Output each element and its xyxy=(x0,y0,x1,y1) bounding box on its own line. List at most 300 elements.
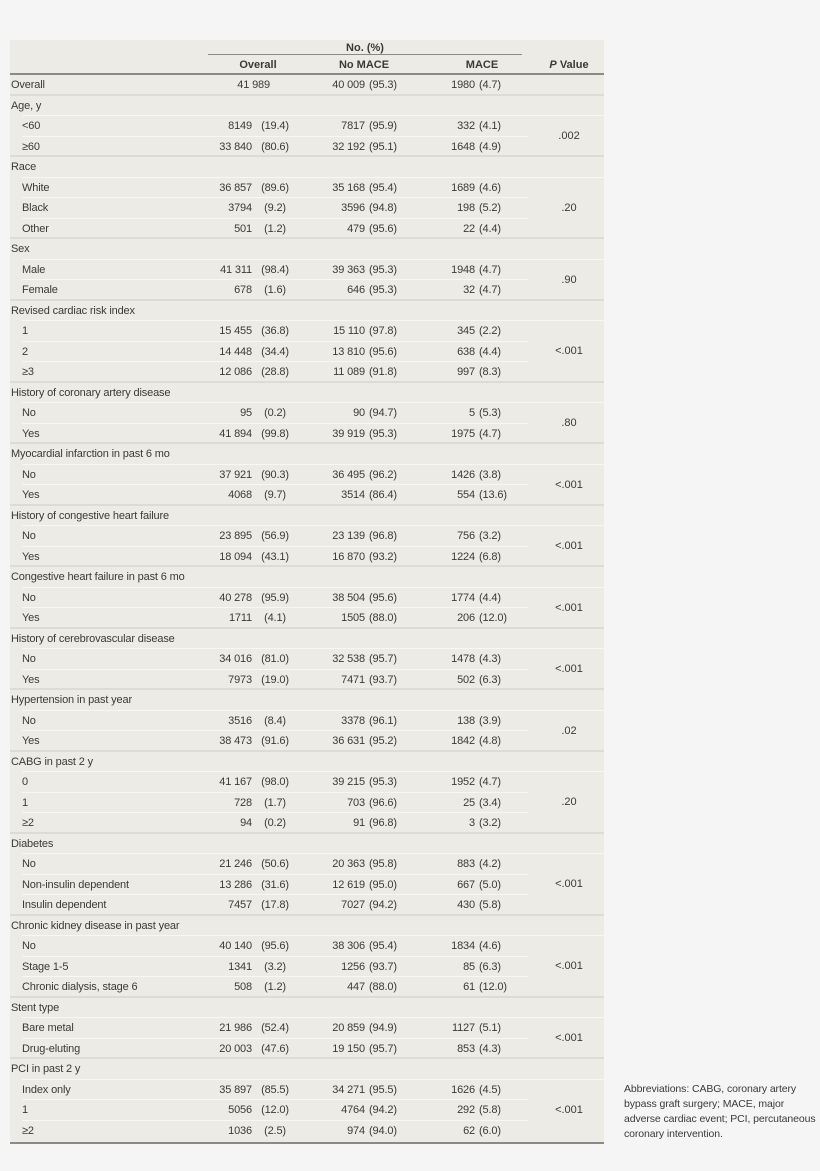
cell-count: 13 286 xyxy=(219,878,252,891)
cell-count: 23 895 xyxy=(219,530,252,542)
cell-count: 4068 xyxy=(228,489,252,501)
cell-percent: (6.3) xyxy=(479,960,501,973)
row-label: No xyxy=(22,714,36,727)
table-row xyxy=(10,957,604,978)
cell-percent: (4.9) xyxy=(479,140,501,153)
row-label: ≥2 xyxy=(22,1124,34,1137)
cell-count: 32 xyxy=(463,284,475,296)
cell-percent: (4.1) xyxy=(479,120,501,132)
cell-nomace xyxy=(310,731,409,752)
cell-percent: (3.2) xyxy=(479,530,501,542)
table-row xyxy=(10,793,604,814)
col-header-no-mace: No MACE xyxy=(338,59,390,71)
cell-overall xyxy=(200,772,294,793)
cell-nomace xyxy=(310,403,409,424)
cell-percent: (94.7) xyxy=(369,407,397,419)
p-value: .002 xyxy=(558,130,580,142)
cell-count: 3596 xyxy=(341,202,365,214)
cell-nomace xyxy=(310,1080,409,1101)
cell-mace xyxy=(420,321,519,342)
cell-count: 39 215 xyxy=(332,776,365,788)
cell-percent: (95.5) xyxy=(369,1083,397,1096)
cell-count: 20 859 xyxy=(332,1022,365,1034)
table-category-row xyxy=(10,690,604,711)
table-row xyxy=(10,670,604,691)
cell-overall xyxy=(200,198,294,219)
p-value: <.001 xyxy=(555,960,583,972)
row-label: Index only xyxy=(22,1083,71,1096)
cell-percent: (13.6) xyxy=(479,489,507,501)
table-row xyxy=(10,137,604,158)
cell-overall xyxy=(200,178,294,199)
cell-count: 11 089 xyxy=(333,366,365,378)
cell-mace xyxy=(420,1080,519,1101)
cell-overall xyxy=(200,711,294,732)
cell-count: 23 139 xyxy=(332,530,365,542)
cell-percent: (95.3) xyxy=(369,284,397,296)
cell-overall xyxy=(200,1039,294,1060)
cell-overall xyxy=(200,1080,294,1101)
cell-count: 3514 xyxy=(341,489,365,501)
cell-count: 7973 xyxy=(228,673,252,686)
cell-count: 1711 xyxy=(228,612,252,624)
cell-count: 61 xyxy=(463,981,475,993)
table-row xyxy=(10,936,604,957)
row-label: Hypertension in past year xyxy=(11,694,132,706)
row-label: PCI in past 2 y xyxy=(11,1063,81,1075)
cell-percent: (95.3) xyxy=(369,776,397,788)
table-category-row xyxy=(10,157,604,178)
row-label: Non-insulin dependent xyxy=(22,878,129,891)
cell-count: 1224 xyxy=(451,550,475,563)
cell-percent: (52.4) xyxy=(261,1022,289,1034)
cell-percent: (95.7) xyxy=(369,653,397,665)
cell-overall xyxy=(200,403,294,424)
cell-percent: (95.6) xyxy=(369,345,397,358)
cell-count: 1648 xyxy=(451,140,475,153)
p-value: <.001 xyxy=(555,601,583,614)
cell-count: 15 110 xyxy=(333,325,365,337)
cell-percent: (17.8) xyxy=(261,899,289,911)
cell-count: 35 897 xyxy=(219,1083,252,1096)
cell-mace xyxy=(420,793,519,814)
col-header-p-value xyxy=(538,57,600,73)
row-label: <60 xyxy=(22,120,41,132)
cell-percent: (2.2) xyxy=(479,325,501,337)
p-value: .20 xyxy=(561,796,577,808)
cell-percent: (94.0) xyxy=(369,1124,397,1137)
cell-percent: (98.0) xyxy=(261,776,289,788)
cell-count: 21 986 xyxy=(219,1022,252,1034)
spanner-rule xyxy=(208,54,522,55)
col-header-mace: MACE xyxy=(465,59,499,71)
cell-mace xyxy=(420,280,519,301)
cell-percent: (1.7) xyxy=(264,796,286,809)
cell-mace xyxy=(420,1018,519,1039)
table-row xyxy=(10,547,604,568)
cell-count: 3516 xyxy=(228,714,252,727)
cell-count: 36 631 xyxy=(332,735,365,747)
cell-percent: (3.8) xyxy=(479,468,501,481)
table-category-row xyxy=(10,444,604,465)
cell-count: 38 473 xyxy=(219,735,252,747)
table-category-row xyxy=(10,629,604,650)
table-category-row xyxy=(10,567,604,588)
row-label: Male xyxy=(22,263,46,276)
cell-percent: (95.6) xyxy=(261,940,289,952)
table-row xyxy=(10,526,604,547)
cell-percent: (0.2) xyxy=(264,407,286,419)
cell-count: 34 016 xyxy=(219,653,252,665)
cell-count: 667 xyxy=(457,878,475,891)
cell-count: 1341 xyxy=(228,960,252,973)
table-row xyxy=(10,198,604,219)
cell-nomace xyxy=(310,854,409,875)
row-label: Sex xyxy=(11,243,30,255)
cell-count: 21 246 xyxy=(219,858,252,870)
table-row xyxy=(10,772,604,793)
cell-count: 138 xyxy=(457,714,475,727)
cell-count: 756 xyxy=(457,530,475,542)
cell-percent: (0.2) xyxy=(264,817,286,829)
row-label: Overall xyxy=(11,79,45,91)
cell-percent: (4.7) xyxy=(479,79,501,91)
col-header-overall: Overall xyxy=(239,59,277,71)
table-row xyxy=(10,588,604,609)
cell-count: 41 311 xyxy=(220,263,252,276)
cell-percent: (93.7) xyxy=(369,673,397,686)
cell-count: 40 278 xyxy=(219,591,252,604)
cell-percent: (4.6) xyxy=(479,940,501,952)
cell-mace xyxy=(420,219,519,240)
row-label: No xyxy=(22,407,36,419)
cell-count: 36 857 xyxy=(219,181,252,194)
p-value: <.001 xyxy=(555,663,583,675)
cell-percent: (88.0) xyxy=(369,612,397,624)
row-label: No xyxy=(22,653,36,665)
cell-count: 1842 xyxy=(451,735,475,747)
row-label: Chronic dialysis, stage 6 xyxy=(22,981,138,993)
cell-count: 41 167 xyxy=(219,776,252,788)
row-label: Myocardial infarction in past 6 mo xyxy=(11,448,170,460)
cell-overall xyxy=(200,588,294,609)
cell-count: 20 363 xyxy=(332,858,365,870)
table-category-row xyxy=(10,506,604,527)
cell-percent: (50.6) xyxy=(261,858,289,870)
cell-overall xyxy=(200,424,294,445)
cell-nomace xyxy=(310,321,409,342)
table-row xyxy=(10,895,604,916)
cell-percent: (9.7) xyxy=(264,489,286,501)
cell-count: 1980 xyxy=(451,79,475,91)
cell-percent: (96.8) xyxy=(369,530,397,542)
cell-percent: (4.1) xyxy=(264,612,286,624)
cell-count: 32 538 xyxy=(332,653,365,665)
cell-percent: (95.3) xyxy=(369,79,397,91)
cell-percent: (19.4) xyxy=(261,120,289,132)
cell-mace xyxy=(420,772,519,793)
cell-percent: (56.9) xyxy=(261,530,289,542)
cell-count: 16 870 xyxy=(332,550,365,563)
cell-nomace xyxy=(310,711,409,732)
cell-percent: (6.8) xyxy=(479,550,501,563)
cell-overall xyxy=(200,321,294,342)
cell-percent: (12.0) xyxy=(479,612,507,624)
baseline-characteristics-table xyxy=(10,40,604,1144)
cell-nomace xyxy=(310,649,409,670)
cell-percent: (12.0) xyxy=(261,1104,289,1116)
row-label: Insulin dependent xyxy=(22,899,107,911)
cell-count: 35 168 xyxy=(332,181,365,194)
table-row xyxy=(10,813,604,834)
cell-percent: (5.3) xyxy=(479,407,501,419)
cell-percent: (94.8) xyxy=(369,202,397,214)
cell-mace xyxy=(420,1039,519,1060)
table-row xyxy=(10,1100,604,1121)
cell-count: 728 xyxy=(234,796,252,809)
cell-percent: (4.5) xyxy=(479,1083,501,1096)
cell-mace xyxy=(420,547,519,568)
cell-nomace xyxy=(310,178,409,199)
table-row xyxy=(10,977,604,998)
cell-percent: (85.5) xyxy=(261,1083,289,1096)
row-label: No xyxy=(22,940,36,952)
row-label: Congestive heart failure in past 6 mo xyxy=(11,571,185,583)
row-label: Stent type xyxy=(11,1001,60,1014)
row-label: Other xyxy=(22,222,49,235)
cell-percent: (86.4) xyxy=(369,489,397,501)
cell-mace xyxy=(420,403,519,424)
p-value: <.001 xyxy=(555,345,583,357)
table-category-row xyxy=(10,1059,604,1080)
cell-nomace xyxy=(310,670,409,691)
cell-count: 997 xyxy=(457,366,475,378)
table-category-row xyxy=(10,239,604,260)
cell-mace xyxy=(420,608,519,629)
cell-count: 554 xyxy=(457,489,475,501)
cell-overall xyxy=(200,793,294,814)
table-row xyxy=(10,1080,604,1101)
cell-count: 19 150 xyxy=(332,1042,365,1055)
cell-count: 1505 xyxy=(341,612,365,624)
cell-count: 41 894 xyxy=(219,427,252,440)
table-row xyxy=(10,608,604,629)
table-category-row xyxy=(10,301,604,322)
row-label: Stage 1-5 xyxy=(22,960,69,973)
cell-percent: (8.3) xyxy=(479,366,501,378)
cell-nomace xyxy=(310,198,409,219)
cell-nomace xyxy=(310,219,409,240)
cell-percent: (90.3) xyxy=(261,468,289,481)
table-category-row xyxy=(10,75,604,96)
cell-nomace xyxy=(310,137,409,158)
cell-percent: (43.1) xyxy=(261,550,289,563)
cell-count: 90 xyxy=(353,407,365,419)
cell-count: 974 xyxy=(347,1124,365,1137)
cell-overall xyxy=(200,670,294,691)
cell-percent: (91.8) xyxy=(369,366,397,378)
cell-percent: (99.8) xyxy=(261,427,289,440)
cell-percent: (4.7) xyxy=(479,263,501,276)
table-category-row xyxy=(10,998,604,1019)
cell-nomace xyxy=(310,280,409,301)
cell-overall xyxy=(200,219,294,240)
cell-percent: (9.2) xyxy=(264,202,286,214)
cell-percent: (3.2) xyxy=(479,817,501,829)
table-category-row xyxy=(10,834,604,855)
cell-percent: (95.6) xyxy=(369,222,397,235)
cell-percent: (95.4) xyxy=(369,181,397,194)
cell-overall xyxy=(200,1100,294,1121)
table-row xyxy=(10,260,604,281)
cell-percent: (95.6) xyxy=(369,591,397,604)
row-label: Yes xyxy=(22,550,40,563)
row-label: Female xyxy=(22,284,58,296)
cell-overall xyxy=(200,977,294,998)
cell-percent: (81.0) xyxy=(261,653,289,665)
cell-mace xyxy=(420,731,519,752)
cell-percent: (3.4) xyxy=(479,796,501,809)
cell-percent: (93.2) xyxy=(369,550,397,563)
cell-count: 91 xyxy=(353,817,365,829)
cell-overall xyxy=(200,895,294,916)
cell-percent: (93.7) xyxy=(369,960,397,973)
cell-percent: (3.2) xyxy=(264,960,286,973)
table-row xyxy=(10,854,604,875)
cell-nomace xyxy=(310,977,409,998)
cell-percent: (95.9) xyxy=(369,120,397,132)
cell-percent: (4.3) xyxy=(479,653,501,665)
cell-count: 4764 xyxy=(341,1104,365,1116)
cell-nomace xyxy=(310,772,409,793)
cell-percent: (6.0) xyxy=(479,1124,501,1137)
cell-nomace xyxy=(310,957,409,978)
cell-percent: (1.2) xyxy=(264,981,286,993)
cell-count: 1478 xyxy=(451,653,475,665)
cell-percent: (36.8) xyxy=(261,325,289,337)
cell-count: 3794 xyxy=(228,202,252,214)
table-row xyxy=(10,731,604,752)
cell-nomace xyxy=(310,465,409,486)
cell-percent: (94.9) xyxy=(369,1022,397,1034)
cell-count: 39 363 xyxy=(332,263,365,276)
cell-mace xyxy=(420,424,519,445)
p-value: <.001 xyxy=(555,540,583,552)
row-label: History of coronary artery disease xyxy=(11,386,171,399)
cell-count: 25 xyxy=(463,796,475,809)
row-label: Yes xyxy=(22,612,40,624)
cell-overall xyxy=(200,260,294,281)
table-category-row xyxy=(10,752,604,773)
cell-nomace xyxy=(310,1100,409,1121)
cell-count: 678 xyxy=(234,284,252,296)
cell-percent: (2.5) xyxy=(264,1124,286,1137)
p-value: .02 xyxy=(561,724,577,737)
cell-percent: (95.4) xyxy=(369,940,397,952)
table-row xyxy=(10,321,604,342)
cell-count: 1948 xyxy=(451,263,475,276)
cell-count: 1774 xyxy=(451,591,475,604)
table-row xyxy=(10,342,604,363)
cell-count: 85 xyxy=(463,960,475,973)
cell-count: 39 919 xyxy=(332,427,365,440)
cell-percent: (6.3) xyxy=(479,673,501,686)
row-label: Race xyxy=(11,161,37,173)
cell-percent: (96.1) xyxy=(369,714,397,727)
row-label: 1 xyxy=(22,325,28,337)
cell-percent: (5.8) xyxy=(479,899,501,911)
cell-count: 853 xyxy=(457,1042,475,1055)
cell-percent: (95.8) xyxy=(369,858,397,870)
cell-percent: (1.6) xyxy=(264,284,286,296)
cell-percent: (4.4) xyxy=(479,222,501,235)
p-value: <.001 xyxy=(555,878,583,890)
table-row xyxy=(10,403,604,424)
cell-overall xyxy=(200,854,294,875)
row-label: Age, y xyxy=(11,99,42,112)
spanner-label: No. (%) xyxy=(346,42,384,54)
cell-nomace xyxy=(310,936,409,957)
cell-count: 34 271 xyxy=(332,1083,365,1096)
cell-count: 14 448 xyxy=(219,345,252,358)
cell-count: 7457 xyxy=(228,899,252,911)
table-row xyxy=(10,362,604,383)
table-row xyxy=(10,1121,604,1142)
row-label: Black xyxy=(22,202,49,214)
cell-count: 20 003 xyxy=(219,1042,252,1055)
cell-count: 502 xyxy=(457,673,475,686)
cell-percent: (4.3) xyxy=(479,1042,501,1055)
cell-mace xyxy=(420,895,519,916)
cell-percent: (4.4) xyxy=(479,591,501,604)
cell-count: 36 495 xyxy=(332,468,365,481)
cell-mace xyxy=(420,977,519,998)
table-row xyxy=(10,116,604,137)
row-label: 1 xyxy=(22,796,28,809)
cell-percent: (95.0) xyxy=(369,878,397,891)
cell-nomace xyxy=(310,588,409,609)
cell-count: 40 140 xyxy=(219,940,252,952)
cell-overall xyxy=(200,731,294,752)
row-label: ≥60 xyxy=(22,140,40,153)
cell-nomace xyxy=(310,526,409,547)
cell-count: 206 xyxy=(457,612,475,624)
cell-overall xyxy=(200,280,294,301)
cell-mace xyxy=(420,178,519,199)
cell-percent: (5.1) xyxy=(479,1022,501,1034)
table-row xyxy=(10,1018,604,1039)
cell-count: 8149 xyxy=(228,120,252,132)
cell-count: 1426 xyxy=(451,468,475,481)
cell-percent xyxy=(270,75,312,96)
cell-overall xyxy=(200,649,294,670)
cell-percent: (88.0) xyxy=(369,981,397,993)
cell-percent: (4.7) xyxy=(479,776,501,788)
row-label: Yes xyxy=(22,427,40,440)
cell-percent: (95.3) xyxy=(369,427,397,440)
cell-overall xyxy=(200,526,294,547)
row-label: ≥3 xyxy=(22,366,34,378)
cell-nomace xyxy=(310,895,409,916)
cell-percent: (95.2) xyxy=(369,735,397,747)
row-label: Drug-eluting xyxy=(22,1042,81,1055)
cell-overall xyxy=(200,465,294,486)
cell-percent: (4.7) xyxy=(479,284,501,296)
cell-overall xyxy=(200,957,294,978)
row-label: Revised cardiac risk index xyxy=(11,304,135,317)
cell-nomace xyxy=(310,1039,409,1060)
cell-percent: (95.9) xyxy=(261,591,289,604)
